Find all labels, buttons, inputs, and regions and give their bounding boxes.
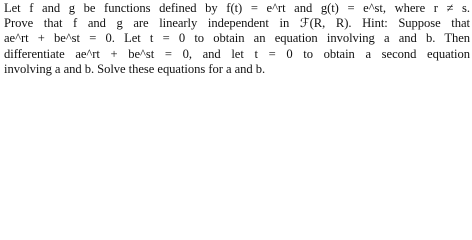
exercise-text [4,1,470,77]
exercise-line-5: involving a and b. Solve these equations for a and b. [4,61,266,76]
exercise-line-3: ae^rt + be^st = 0. Let t = 0 to obtain an equation involving a and b. Then [4,31,470,46]
exercise-line-2: Prove that f and g are linearly independent in ℱ(R, R). Hint: Suppose that [4,16,470,31]
exercise-line-1: Let f and g be functions defined by f(t) = e^rt and g(t) = e^st, where r ≠ s. [4,1,470,15]
exercise-line-4: differentiate ae^rt + be^st = 0, and let t = 0 to obtain a second equation [4,46,470,61]
